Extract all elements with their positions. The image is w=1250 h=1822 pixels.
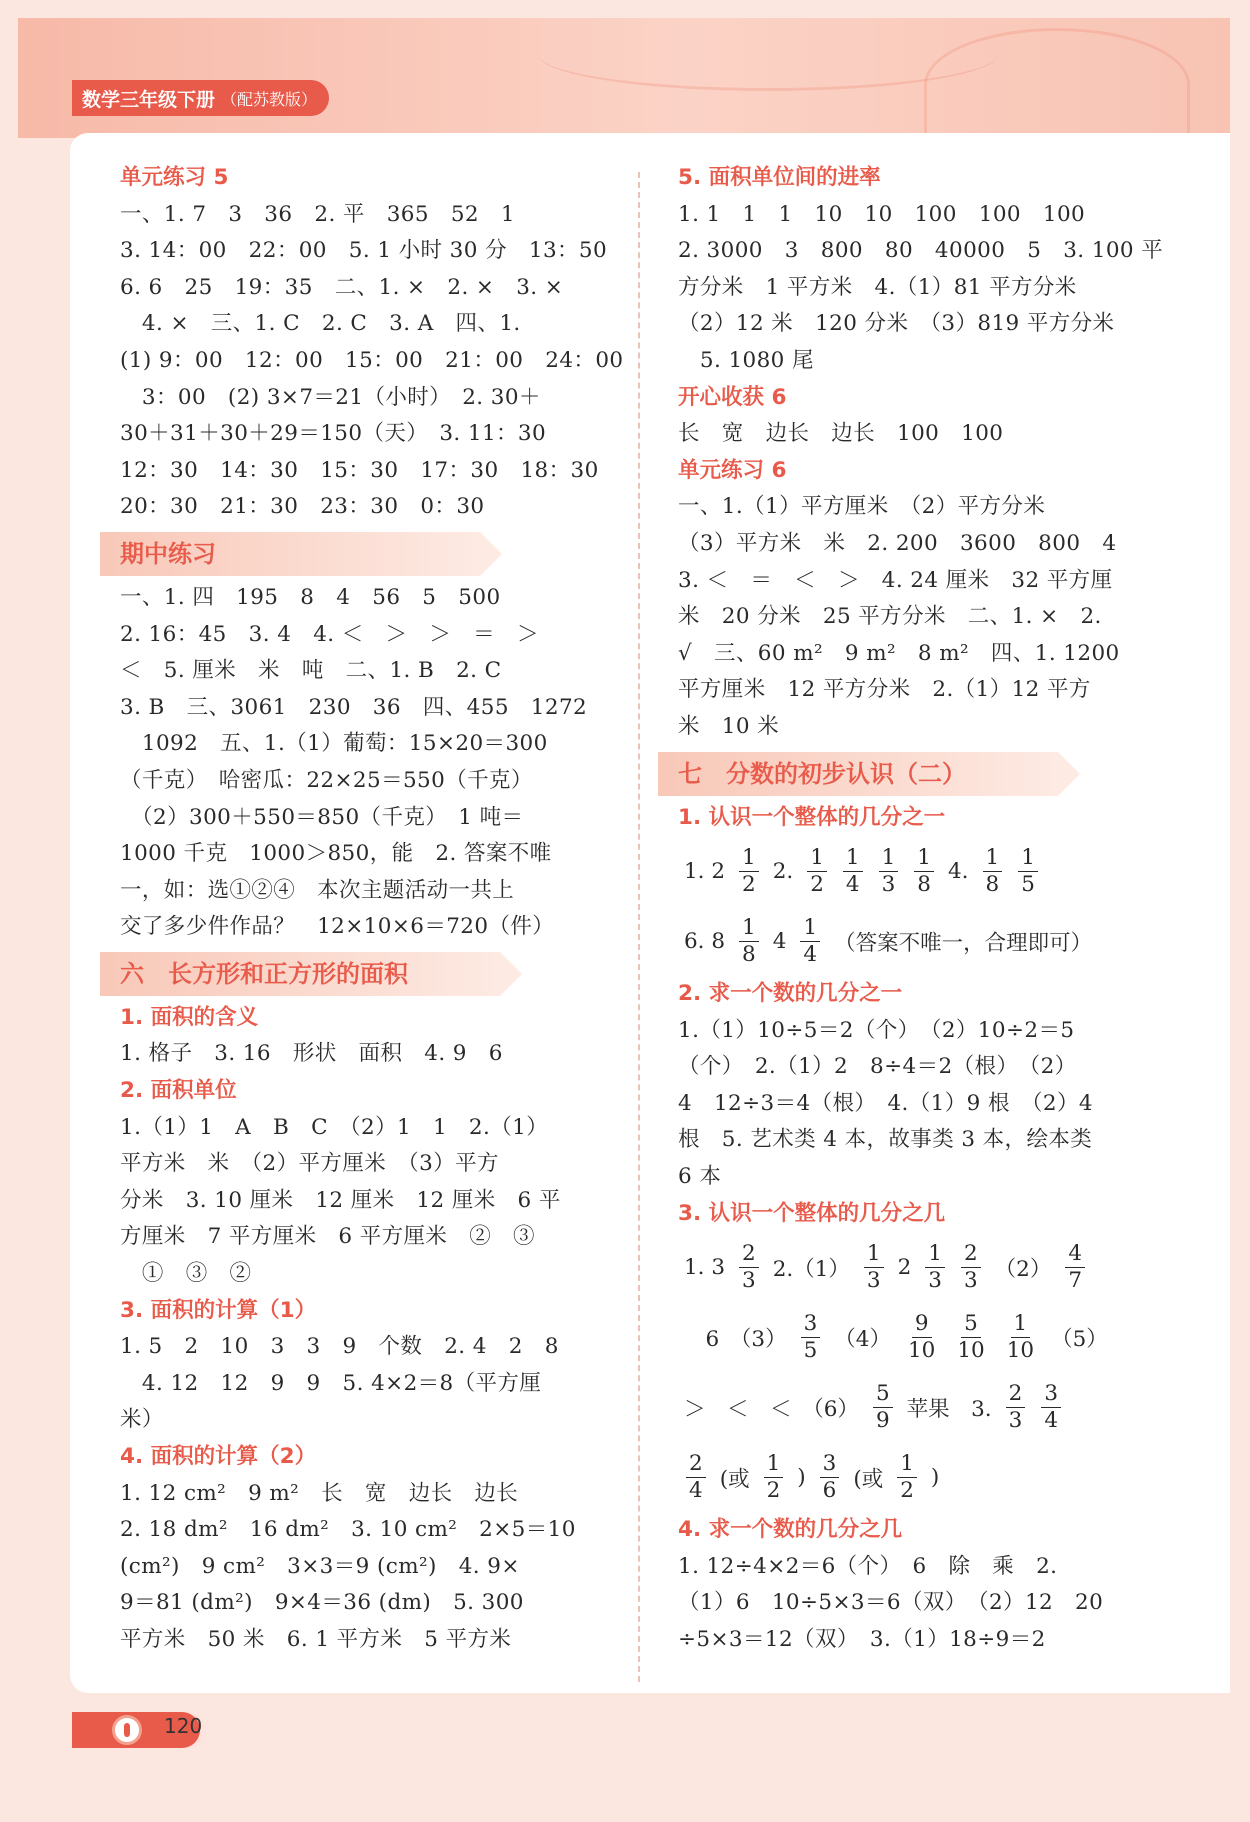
fraction [686,1451,706,1504]
fraction [961,1241,981,1294]
fraction-answer-line [678,1372,1178,1442]
denominator: 4 [803,941,818,967]
answer-line: 5. 1080 尾 [678,347,814,373]
answer-line: 平方米 米 （2）平方厘米 （3）平方 [120,1151,499,1177]
numerator: 1 [739,915,759,942]
answer-line: 4. × 三、1. C 2. C 3. A 四、1. [120,311,521,337]
book-title: 数学三年级下册 [82,88,216,111]
denominator: 10 [907,1337,936,1363]
section-heading: 2. 求一个数的几分之一 [678,981,903,1007]
denominator: 4 [1044,1407,1059,1433]
denominator: 9 [875,1407,890,1433]
answer-line: 20：30 21：30 23：30 0：30 [120,494,485,520]
answer-line: ＜ 5. 厘米 米 吨 二、1. B 2. C [120,658,502,684]
numerator: 1 [764,1451,784,1478]
denominator: 3 [1008,1407,1023,1433]
answer-line: 米 20 分米 25 平方分米 二、1. × 2. [678,604,1102,630]
answer-line: 一、1. 四 195 8 4 56 5 500 [120,584,501,610]
fraction [820,1451,840,1504]
fraction-answer-line [678,906,1178,976]
fraction [807,845,827,898]
answer-line: （2）300＋550＝850（千克） 1 吨＝ [120,804,524,830]
book-title-label [72,80,329,116]
numerator: 1 [914,845,934,872]
answer-line: 1. 格子 3. 16 形状 面积 4. 9 6 [120,1041,503,1067]
answer-line: √ 三、60 m² 9 m² 8 m² 四、1. 1200 [678,640,1120,666]
denominator: 3 [928,1267,942,1293]
denominator: 3 [963,1267,978,1293]
answer-text: 2 [897,1254,912,1280]
numerator: 1 [800,915,820,942]
answer-text: 2.（1） [772,1256,850,1282]
numerator: 1 [897,1451,917,1478]
answer-text: 1. 3 [684,1254,726,1280]
left-column [120,160,625,1659]
column-divider [638,172,640,1682]
denominator: 5 [803,1337,818,1363]
answer-line: 2. 16：45 3. 4 4. ＜ ＞ ＞ ＝ ＞ [120,621,539,647]
chapter-banner: 六 长方形和正方形的面积 [100,952,500,996]
answer-line: 9＝81 (dm²) 9×4＝36 (dm) 5. 300 [120,1590,524,1616]
numerator: 5 [873,1381,893,1408]
answer-line: 30＋31＋30＋29＝150（天） 3. 11：30 [120,421,547,447]
fraction [954,1311,987,1364]
answer-line: 3. ＜ ＝ ＜ ＞ 4. 24 厘米 32 平方厘 [678,567,1113,593]
denominator: 3 [742,1267,756,1293]
answer-line: 一、1. 7 3 36 2. 平 365 52 1 [120,201,515,227]
fraction-answer-line [678,1442,1178,1512]
answer-line: 长 宽 边长 边长 100 100 [678,421,1004,447]
section-heading: 1. 认识一个整体的几分之一 [678,804,946,830]
answer-line: （个） 2.（1）2 8÷4＝2（根） （2） [678,1054,1077,1080]
answer-line: 1.（1）1 A B C （2）1 1 2.（1） [120,1114,549,1140]
answer-line: 米 10 米 [678,713,780,739]
answer-line: 3. B 三、3061 230 36 四、455 1272 [120,694,588,720]
denominator: 5 [1021,871,1035,897]
chapter-banner: 七 分数的初步认识（二） [658,752,1058,796]
answer-text: （2） [994,1256,1052,1282]
book-edition: （配苏教版） [221,89,318,109]
answer-line: （千克） 哈密瓜：22×25＝550（千克） [120,767,533,793]
answer-text: ) [797,1464,806,1490]
answer-text: （答案不唯一，合理即可） [834,930,1093,956]
answer-line: 平方米 50 米 6. 1 平方米 5 平方米 [120,1626,512,1652]
numerator: 3 [1041,1381,1061,1408]
denominator: 3 [881,871,896,897]
answer-line: 平方厘米 12 平方分米 2.（1）12 平方 [678,677,1091,703]
answer-line: （2）12 米 120 分米 （3）819 平方分米 [678,311,1115,337]
fraction [801,1311,821,1364]
answer-line: (cm²) 9 cm² 3×3＝9 (cm²) 4. 9× [120,1553,520,1579]
answer-line: 根 5. 艺术类 4 本，故事类 3 本，绘本类 [678,1127,1093,1153]
fraction [879,845,899,898]
answer-line: 4 12÷3＝4（根） 4.（1）9 根 （2）4 [678,1090,1093,1116]
answer-text: 6. 8 [684,928,726,954]
answer-line: 6 本 [678,1164,722,1190]
section-heading: 单元练习 5 [120,165,229,190]
fraction [764,1451,784,1504]
fraction-answer-line [678,1232,1178,1302]
answer-text: (或 [719,1466,750,1492]
answer-line: 方分米 1 平方米 4.（1）81 平方分米 [678,274,1077,300]
answer-line: 1092 五、1.（1）葡萄：15×20＝300 [120,731,548,757]
page-number: 120 [164,1714,203,1738]
numerator: 1 [1011,1311,1031,1338]
answer-line: ÷5×3＝12（双） 3.（1）18÷9＝2 [678,1627,1046,1653]
answer-text: 苹果 3. [906,1396,992,1422]
numerator: 1 [739,845,759,872]
denominator: 8 [742,941,756,967]
denominator: 6 [822,1477,837,1503]
answer-line: 1. 12÷4×2＝6（个） 6 除 乘 2. [678,1553,1058,1579]
fraction [800,915,820,968]
numerator: 3 [801,1311,821,1338]
denominator: 10 [957,1337,985,1363]
denominator: 3 [866,1267,881,1293]
fraction [905,1311,938,1364]
answer-line: ① ③ ② [120,1261,252,1287]
denominator: 7 [1068,1267,1083,1293]
fraction [897,1451,917,1504]
section-heading: 1. 面积的含义 [120,1004,259,1030]
section-heading: 3. 认识一个整体的几分之几 [678,1200,946,1226]
numerator: 1 [843,845,863,872]
answer-line: 一、1.（1）平方厘米 （2）平方分米 [678,494,1046,520]
answer-text: （5） [1051,1326,1108,1352]
numerator: 1 [1018,845,1038,872]
answer-line: 一，如：选①②④ 本次主题活动一共上 [120,877,515,903]
fraction [1041,1381,1061,1434]
clock-icon [112,1715,142,1745]
numerator: 1 [925,1241,945,1268]
answer-line: （1）6 10÷5×3＝6（双） （2）12 20 [678,1590,1104,1616]
numerator: 4 [1065,1241,1085,1268]
answer-line: 方厘米 7 平方厘米 6 平方厘米 ② ③ [120,1224,535,1250]
numerator: 2 [739,1241,759,1268]
fraction [864,1241,884,1294]
answer-line: 3：00 (2) 3×7＝21（小时） 2. 30＋ [120,384,541,410]
denominator: 2 [742,871,756,897]
fraction [1006,1381,1026,1434]
fraction [1004,1311,1037,1364]
fraction [739,845,759,898]
numerator: 1 [879,845,899,872]
answer-line: 12：30 14：30 15：30 17：30 18：30 [120,457,599,483]
answer-line: (1) 9：00 12：00 15：00 21：00 24：00 [120,347,624,373]
answer-line: 分米 3. 10 厘米 12 厘米 12 厘米 6 平 [120,1187,561,1213]
fraction [873,1381,893,1434]
numerator: 9 [912,1311,932,1338]
denominator: 10 [1006,1337,1035,1363]
section-heading: 3. 面积的计算（1） [120,1297,317,1323]
answer-line: 1. 12 cm² 9 m² 长 宽 边长 边长 [120,1480,519,1506]
answer-line: 6. 6 25 19：35 二、1. × 2. × 3. × [120,274,564,300]
answer-text: （4） [834,1326,891,1352]
answer-line: 交了多少件作品？ 12×10×6＝720（件） [120,914,555,940]
denominator: 2 [810,871,824,897]
arc-decoration [538,18,998,91]
numerator: 2 [686,1451,706,1478]
answer-line: 米） [120,1407,164,1433]
top-band [18,18,1230,138]
numerator: 2 [1006,1381,1026,1408]
section-heading: 4. 求一个数的几分之几 [678,1517,903,1543]
answer-line: （3）平方米 米 2. 200 3600 800 4 [678,530,1117,556]
section-heading: 开心收获 6 [678,384,787,410]
denominator: 4 [845,871,860,897]
section-heading: 5. 面积单位间的进率 [678,165,881,190]
fraction [983,845,1003,898]
answer-line: 3. 14：00 22：00 5. 1 小时 30 分 13：50 [120,238,608,264]
answer-line: 2. 18 dm² 16 dm² 3. 10 cm² 2×5＝10 [120,1517,576,1543]
answer-line: 1. 5 2 10 3 3 9 个数 2. 4 2 8 [120,1334,559,1360]
denominator: 2 [900,1477,914,1503]
section-heading: 单元练习 6 [678,457,787,483]
numerator: 2 [961,1241,981,1268]
numerator: 1 [807,845,827,872]
denominator: 8 [917,871,931,897]
section-heading: 2. 面积单位 [120,1078,237,1104]
answer-text: ) [930,1464,940,1490]
denominator: 2 [766,1477,781,1503]
answer-text: 6 （3） [684,1326,787,1352]
answer-line: 1. 1 1 1 10 10 100 100 100 [678,201,1086,227]
fraction [843,845,863,898]
answer-line: 1.（1）10÷5＝2（个） （2）10÷2＝5 [678,1017,1075,1043]
fraction [925,1241,945,1294]
fraction [914,845,934,898]
fraction [1065,1241,1085,1294]
numerator: 1 [864,1241,884,1268]
answer-text: 1. 2 [684,858,726,884]
fraction-answer-line [678,1302,1178,1372]
numerator: 3 [820,1451,840,1478]
answer-text: ＞ ＜ ＜ （6） [684,1396,859,1422]
answer-text: 4. [947,858,969,884]
answer-text: 4 [772,928,787,954]
answer-line: 4. 12 12 9 9 5. 4×2＝8（平方厘 [120,1370,542,1396]
fraction [739,1241,759,1294]
section-heading: 4. 面积的计算（2） [120,1444,317,1469]
numerator: 5 [961,1311,981,1338]
chapter-banner: 期中练习 [100,532,480,576]
answer-line: 1000 千克 1000＞850，能 2. 答案不唯 [120,841,552,867]
answer-text: (或 [853,1466,884,1492]
denominator: 4 [689,1477,703,1503]
fraction [739,915,759,968]
fraction-answer-line [678,836,1178,906]
right-column [678,160,1178,1659]
denominator: 8 [985,871,1000,897]
answer-text: 2. [772,858,794,884]
answer-line: 2. 3000 3 800 80 40000 5 3. 100 平 [678,238,1164,264]
fraction [1018,845,1038,898]
numerator: 1 [983,845,1003,872]
